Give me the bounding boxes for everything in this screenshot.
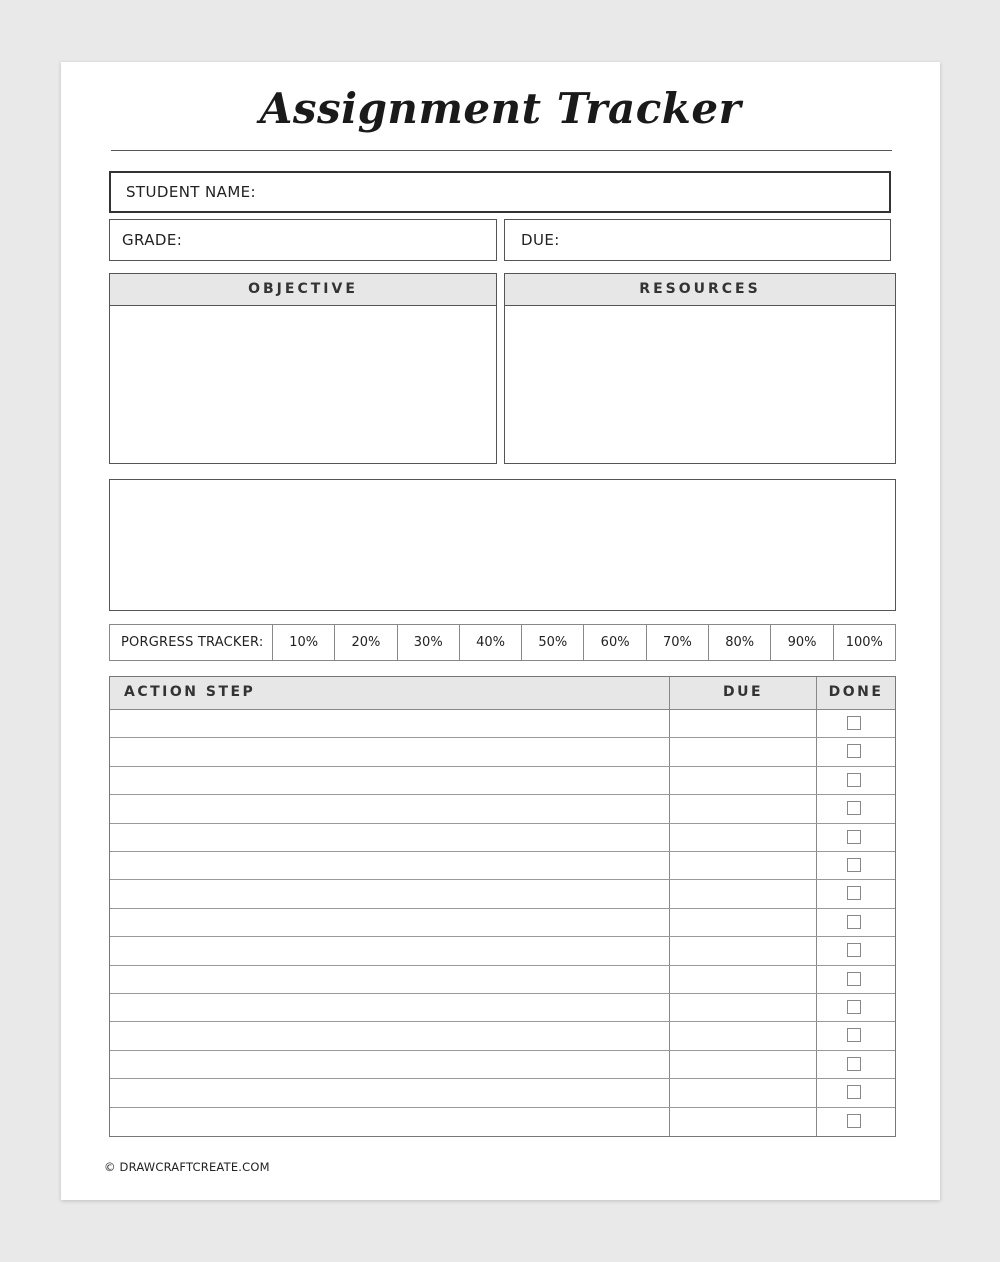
done-checkbox[interactable] — [847, 1000, 861, 1014]
due-label: DUE: — [521, 231, 560, 249]
done-checkbox[interactable] — [847, 1085, 861, 1099]
done-checkbox[interactable] — [847, 1028, 861, 1042]
table-row[interactable] — [110, 966, 895, 994]
table-row[interactable] — [110, 909, 895, 937]
table-body — [110, 710, 895, 1136]
progress-step-30[interactable]: 30% — [398, 625, 460, 660]
objective-header: OBJECTIVE — [110, 274, 496, 306]
done-checkbox[interactable] — [847, 744, 861, 758]
done-checkbox[interactable] — [847, 830, 861, 844]
grade-field[interactable] — [109, 219, 497, 261]
progress-tracker — [109, 624, 896, 661]
action-steps-table — [109, 676, 896, 1137]
done-checkbox[interactable] — [847, 773, 861, 787]
student-name-label: STUDENT NAME: — [126, 183, 256, 201]
progress-step-80[interactable]: 80% — [709, 625, 771, 660]
title-divider — [111, 150, 892, 151]
done-checkbox[interactable] — [847, 886, 861, 900]
table-row[interactable] — [110, 880, 895, 908]
table-row[interactable] — [110, 795, 895, 823]
copyright-footer: © DRAWCRAFTCREATE.COM — [104, 1160, 270, 1174]
done-checkbox[interactable] — [847, 1057, 861, 1071]
done-checkbox[interactable] — [847, 915, 861, 929]
notes-box[interactable] — [109, 479, 896, 611]
table-row[interactable] — [110, 1079, 895, 1107]
due-column-header: DUE — [722, 684, 764, 700]
resources-header: RESOURCES — [505, 274, 895, 306]
table-row[interactable] — [110, 1108, 895, 1136]
done-checkbox[interactable] — [847, 858, 861, 872]
progress-step-90[interactable]: 90% — [771, 625, 833, 660]
table-row[interactable] — [110, 994, 895, 1022]
page-title: Assignment Tracker — [259, 84, 742, 133]
table-row[interactable] — [110, 710, 895, 738]
progress-step-40[interactable]: 40% — [460, 625, 522, 660]
done-checkbox[interactable] — [847, 716, 861, 730]
done-checkbox[interactable] — [847, 801, 861, 815]
progress-step-50[interactable]: 50% — [522, 625, 584, 660]
planner-page — [61, 62, 940, 1200]
resources-panel[interactable] — [504, 273, 896, 464]
table-row[interactable] — [110, 852, 895, 880]
done-checkbox[interactable] — [847, 972, 861, 986]
progress-tracker-label: PORGRESS TRACKER: — [110, 625, 273, 660]
grade-label: GRADE: — [122, 231, 183, 249]
progress-step-10[interactable]: 10% — [273, 625, 335, 660]
progress-step-20[interactable]: 20% — [335, 625, 397, 660]
table-row[interactable] — [110, 738, 895, 766]
due-field[interactable] — [504, 219, 891, 261]
table-row[interactable] — [110, 1051, 895, 1079]
action-step-header: ACTION STEP — [124, 684, 256, 700]
student-name-field[interactable] — [109, 171, 891, 213]
table-row[interactable] — [110, 824, 895, 852]
table-row[interactable] — [110, 767, 895, 795]
done-checkbox[interactable] — [847, 943, 861, 957]
progress-step-100[interactable]: 100% — [845, 635, 883, 650]
objective-panel[interactable] — [109, 273, 497, 464]
table-header — [110, 677, 895, 710]
table-row[interactable] — [110, 937, 895, 965]
done-checkbox[interactable] — [847, 1114, 861, 1128]
progress-step-60[interactable]: 60% — [584, 625, 646, 660]
done-column-header: DONE — [828, 684, 884, 700]
progress-step-70[interactable]: 70% — [647, 625, 709, 660]
table-row[interactable] — [110, 1022, 895, 1050]
